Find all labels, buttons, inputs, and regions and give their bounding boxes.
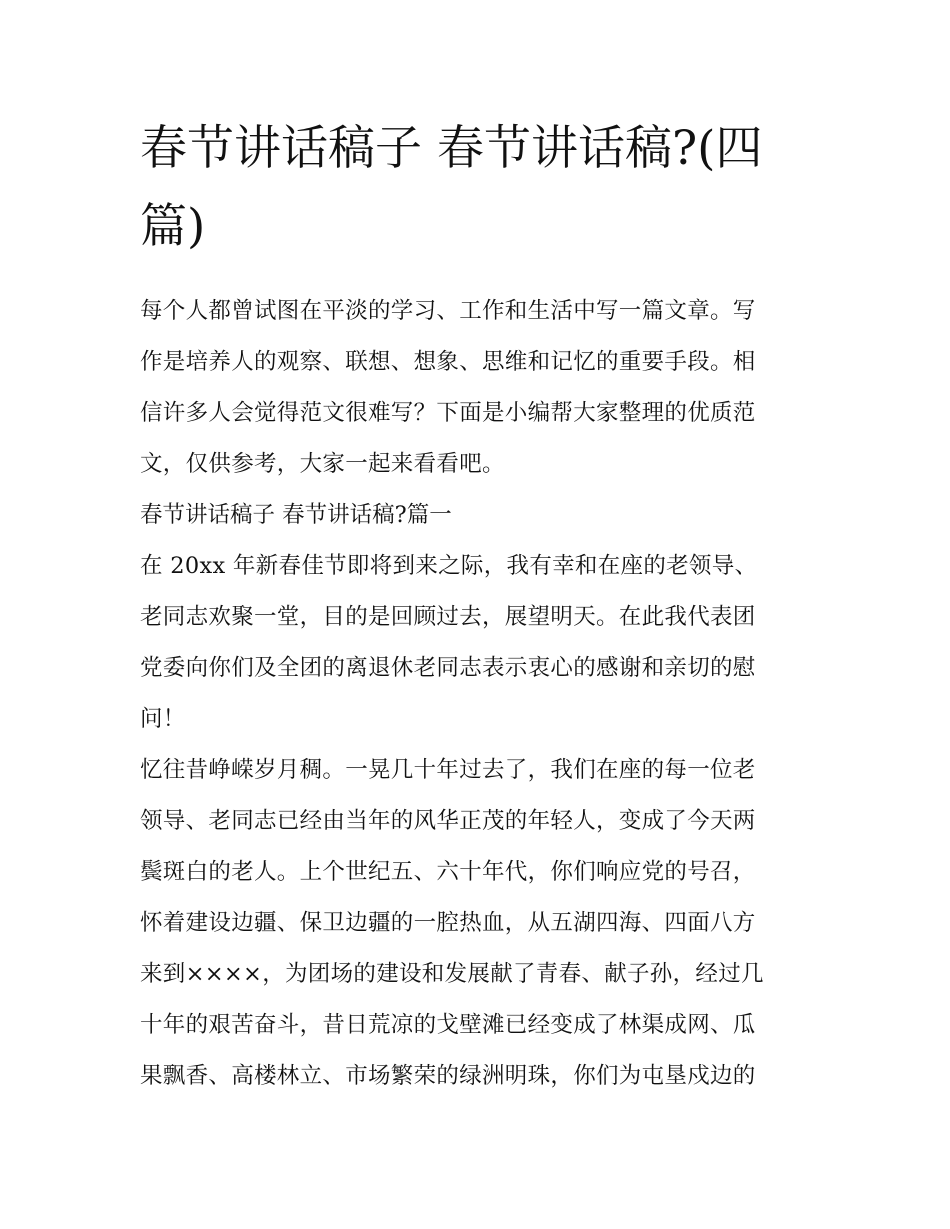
body-paragraph-2 xyxy=(140,745,812,1102)
text-line: 党委向你们及全团的离退休老同志表示衷心的感谢和亲切的慰 xyxy=(140,655,756,681)
text-line: 来到××××，为团场的建设和发展献了青春、献子孙，经过几 xyxy=(140,961,764,987)
text-line: 在 20xx 年新春佳节即将到来之际，我有幸和在座的老领导、 xyxy=(140,553,758,579)
text-line: 领导、老同志已经由当年的风华正茂的年轻人，变成了今天两 xyxy=(140,808,756,834)
document-title xyxy=(140,110,812,266)
text-line: 作是培养人的观察、联想、想象、思维和记忆的重要手段。相 xyxy=(140,349,756,375)
title-line: 篇) xyxy=(140,199,206,254)
text-line: 鬓斑白的老人。上个世纪五、六十年代，你们响应党的号召， xyxy=(140,859,756,885)
text-line: 老同志欢聚一堂，目的是回顾过去，展望明天。在此我代表团 xyxy=(140,604,756,630)
text-line: 信许多人会觉得范文很难写？下面是小编帮大家整理的优质范 xyxy=(140,400,756,426)
text-line: 忆往昔峥嵘岁月稠。一晃几十年过去了，我们在座的每一位老 xyxy=(140,757,756,783)
body-paragraph-1 xyxy=(140,541,812,745)
text-line: 每个人都曾试图在平淡的学习、工作和生活中写一篇文章。写 xyxy=(140,298,756,324)
text-line: 十年的艰苦奋斗，昔日荒凉的戈壁滩已经变成了林渠成网、瓜 xyxy=(140,1012,756,1038)
text-line: 问！ xyxy=(140,706,186,732)
intro-paragraph xyxy=(140,286,812,490)
section-heading: 春节讲话稿子 春节讲话稿?篇一 xyxy=(140,502,452,528)
text-line: 文，仅供参考，大家一起来看看吧。 xyxy=(140,451,505,477)
title-line: 春节讲话稿子 春节讲话稿?(四 xyxy=(140,121,763,176)
text-line: 果飘香、高楼林立、市场繁荣的绿洲明珠，你们为屯垦戍边的 xyxy=(140,1063,756,1089)
document-page xyxy=(140,110,812,1102)
text-line: 怀着建设边疆、保卫边疆的一腔热血，从五湖四海、四面八方 xyxy=(140,910,756,936)
